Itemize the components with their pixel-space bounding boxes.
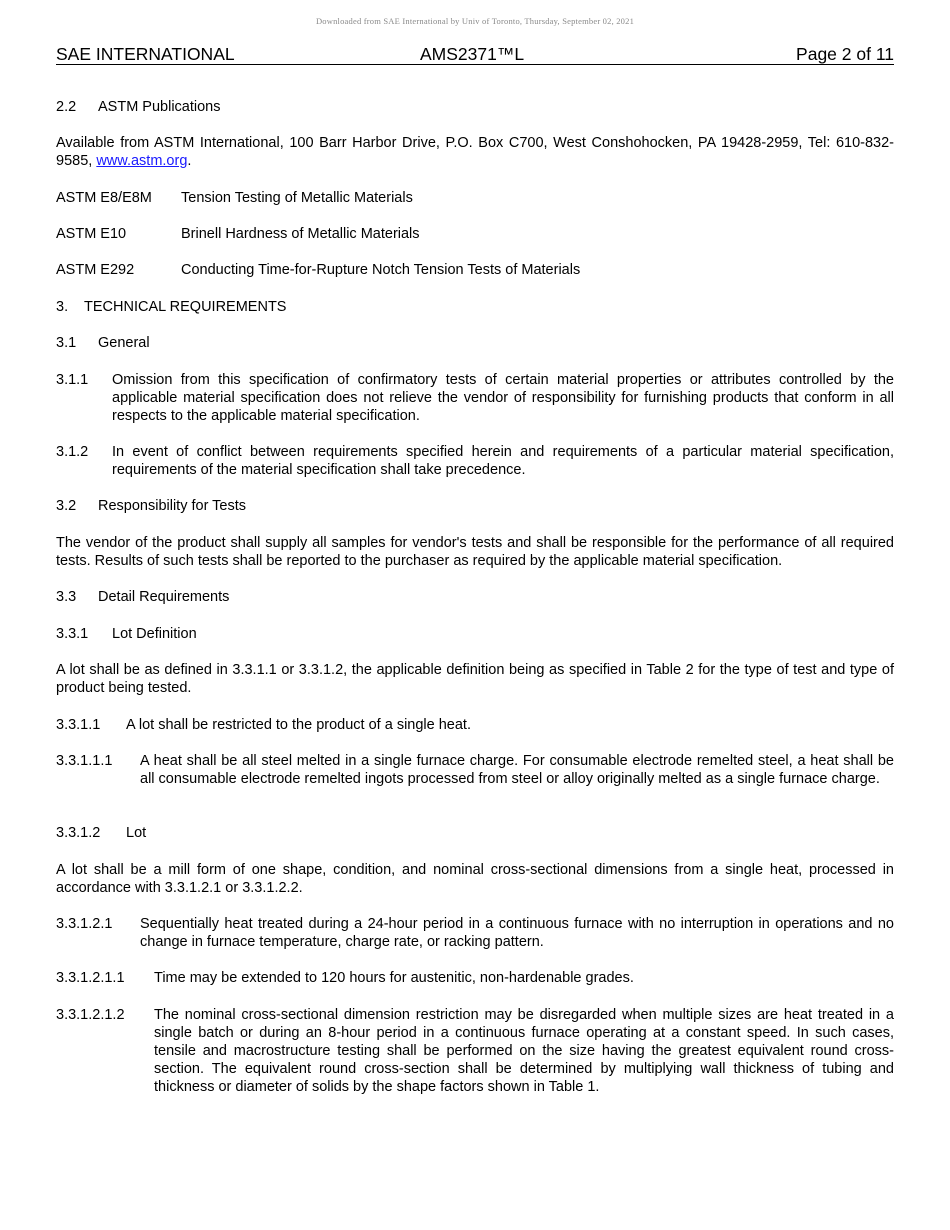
section-3-1-heading xyxy=(56,334,150,352)
section-title: Detail Requirements xyxy=(98,589,230,605)
section-2-2-heading xyxy=(56,98,221,116)
reference-title: Brinell Hardness of Metallic Materials xyxy=(181,226,420,242)
section-3-3-heading xyxy=(56,588,229,606)
clause-3-1-2 xyxy=(56,443,894,479)
clause-3-3-1-1-1 xyxy=(56,752,894,788)
responsibility-paragraph: The vendor of the product shall supply all samples for vendor's tests and shall be responsible for the performance of all required tests. Results of such tests shall be reported to the purchaser as required by the applicable material specification. xyxy=(56,535,894,569)
lot-paragraph: A lot shall be a mill form of one shape, condition, and nominal cross-sectional dimensions from a single heat, processed in accordance with 3.3.1.2.1 or 3.3.1.2.2. xyxy=(56,862,894,896)
download-watermark: Downloaded from SAE International by Univ of Toronto, Thursday, September 02, 2021 xyxy=(315,16,635,26)
reference-code: ASTM E10 xyxy=(56,226,127,242)
reference-item xyxy=(56,261,580,279)
section-3-3-1-heading xyxy=(56,625,197,643)
header-document-id: AMS2371™L xyxy=(420,44,525,64)
page-header xyxy=(56,44,894,65)
reference-item xyxy=(56,225,420,243)
section-number: 3.3 xyxy=(56,589,77,605)
clause-3-3-1-2-1-2 xyxy=(56,1006,894,1096)
section-number: 3.3.1.2 xyxy=(56,825,101,841)
section-number: 3.2 xyxy=(56,498,77,514)
section-title: Lot xyxy=(126,825,147,841)
astm-availability-paragraph xyxy=(56,134,894,170)
clause-text: Omission from this specification of confirmatory tests of certain material properties or attributes controlled by the applicable material specification does not relieve the vendor of responsibility for furnishing products that conform in all respects to the applicable material specification. xyxy=(112,372,894,424)
section-title: Responsibility for Tests xyxy=(98,498,247,514)
section-title: TECHNICAL REQUIREMENTS xyxy=(84,299,287,315)
clause-text: Sequentially heat treated during a 24-hour period in a continuous furnace with no interruption in operations and no change in furnace temperature, charge rate, or racking pattern. xyxy=(140,916,894,950)
clause-number: 3.3.1.2.1.2 xyxy=(56,1007,125,1023)
lot-definition-paragraph: A lot shall be as defined in 3.3.1.1 or 3.3.1.2, the applicable definition being as specified in Table 2 for the type of test and type of product being tested. xyxy=(56,662,894,696)
clause-text: Time may be extended to 120 hours for austenitic, non-hardenable grades. xyxy=(154,970,634,986)
astm-availability-text: Available from ASTM International, 100 Barr Harbor Drive, P.O. Box C700, West Conshohocken, PA 19428-2959, Tel: 610-832-9585, xyxy=(56,135,894,169)
clause-number: 3.3.1.2.1 xyxy=(56,916,113,932)
section-number: 2.2 xyxy=(56,99,77,115)
clause-number: 3.3.1.1.1 xyxy=(56,753,113,769)
section-title: General xyxy=(98,335,150,351)
section-number: 3. xyxy=(56,299,69,315)
clause-3-3-1-1 xyxy=(56,716,894,734)
reference-item xyxy=(56,189,413,207)
header-organization: SAE INTERNATIONAL xyxy=(56,44,235,64)
section-3-2-heading xyxy=(56,497,246,515)
section-3-heading xyxy=(56,298,286,316)
clause-3-3-1-2-1-1 xyxy=(56,969,894,987)
clause-text: A heat shall be all steel melted in a single furnace charge. For consumable electrode remelted steel, a heat shall be all consumable electrode remelted ingots processed from steel or alloy originally melted as a single furnace charge. xyxy=(140,753,894,787)
clause-number: 3.1.1 xyxy=(56,372,89,388)
section-number: 3.3.1 xyxy=(56,626,89,642)
clause-text: A lot shall be restricted to the product of a single heat. xyxy=(126,717,471,733)
clause-number: 3.1.2 xyxy=(56,444,89,460)
astm-website-link[interactable]: www.astm.org xyxy=(96,153,188,169)
reference-code: ASTM E292 xyxy=(56,262,135,278)
astm-availability-end: . xyxy=(187,153,192,169)
clause-text: In event of conflict between requirements specified herein and requirements of a particular material specification, requirements of the material specification shall take precedence. xyxy=(112,444,894,478)
clause-number: 3.3.1.1 xyxy=(56,717,101,733)
section-title: Lot Definition xyxy=(112,626,197,642)
header-page-number: Page 2 of 11 xyxy=(796,44,894,64)
reference-code: ASTM E8/E8M xyxy=(56,190,152,206)
clause-number: 3.3.1.2.1.1 xyxy=(56,970,125,986)
clause-text: The nominal cross-sectional dimension restriction may be disregarded when multiple sizes are heat treated in a single batch or during an 8-hour period in a continuous furnace operating at a constant speed. In such cases, tensile and macrostructure testing shall be performed on the size having the greatest equivalent round cross-section. The equivalent round cross-section shall be determined by multiplying wall thickness of tubing and thickness or diameter of solids by the shape factors shown in Table 1. xyxy=(154,1007,894,1095)
section-3-3-1-2-heading xyxy=(56,824,146,842)
section-title: ASTM Publications xyxy=(98,99,221,115)
clause-3-3-1-2-1 xyxy=(56,915,894,951)
clause-3-1-1 xyxy=(56,371,894,425)
reference-title: Tension Testing of Metallic Materials xyxy=(181,190,413,206)
section-number: 3.1 xyxy=(56,335,77,351)
reference-title: Conducting Time-for-Rupture Notch Tension Tests of Materials xyxy=(181,262,581,278)
